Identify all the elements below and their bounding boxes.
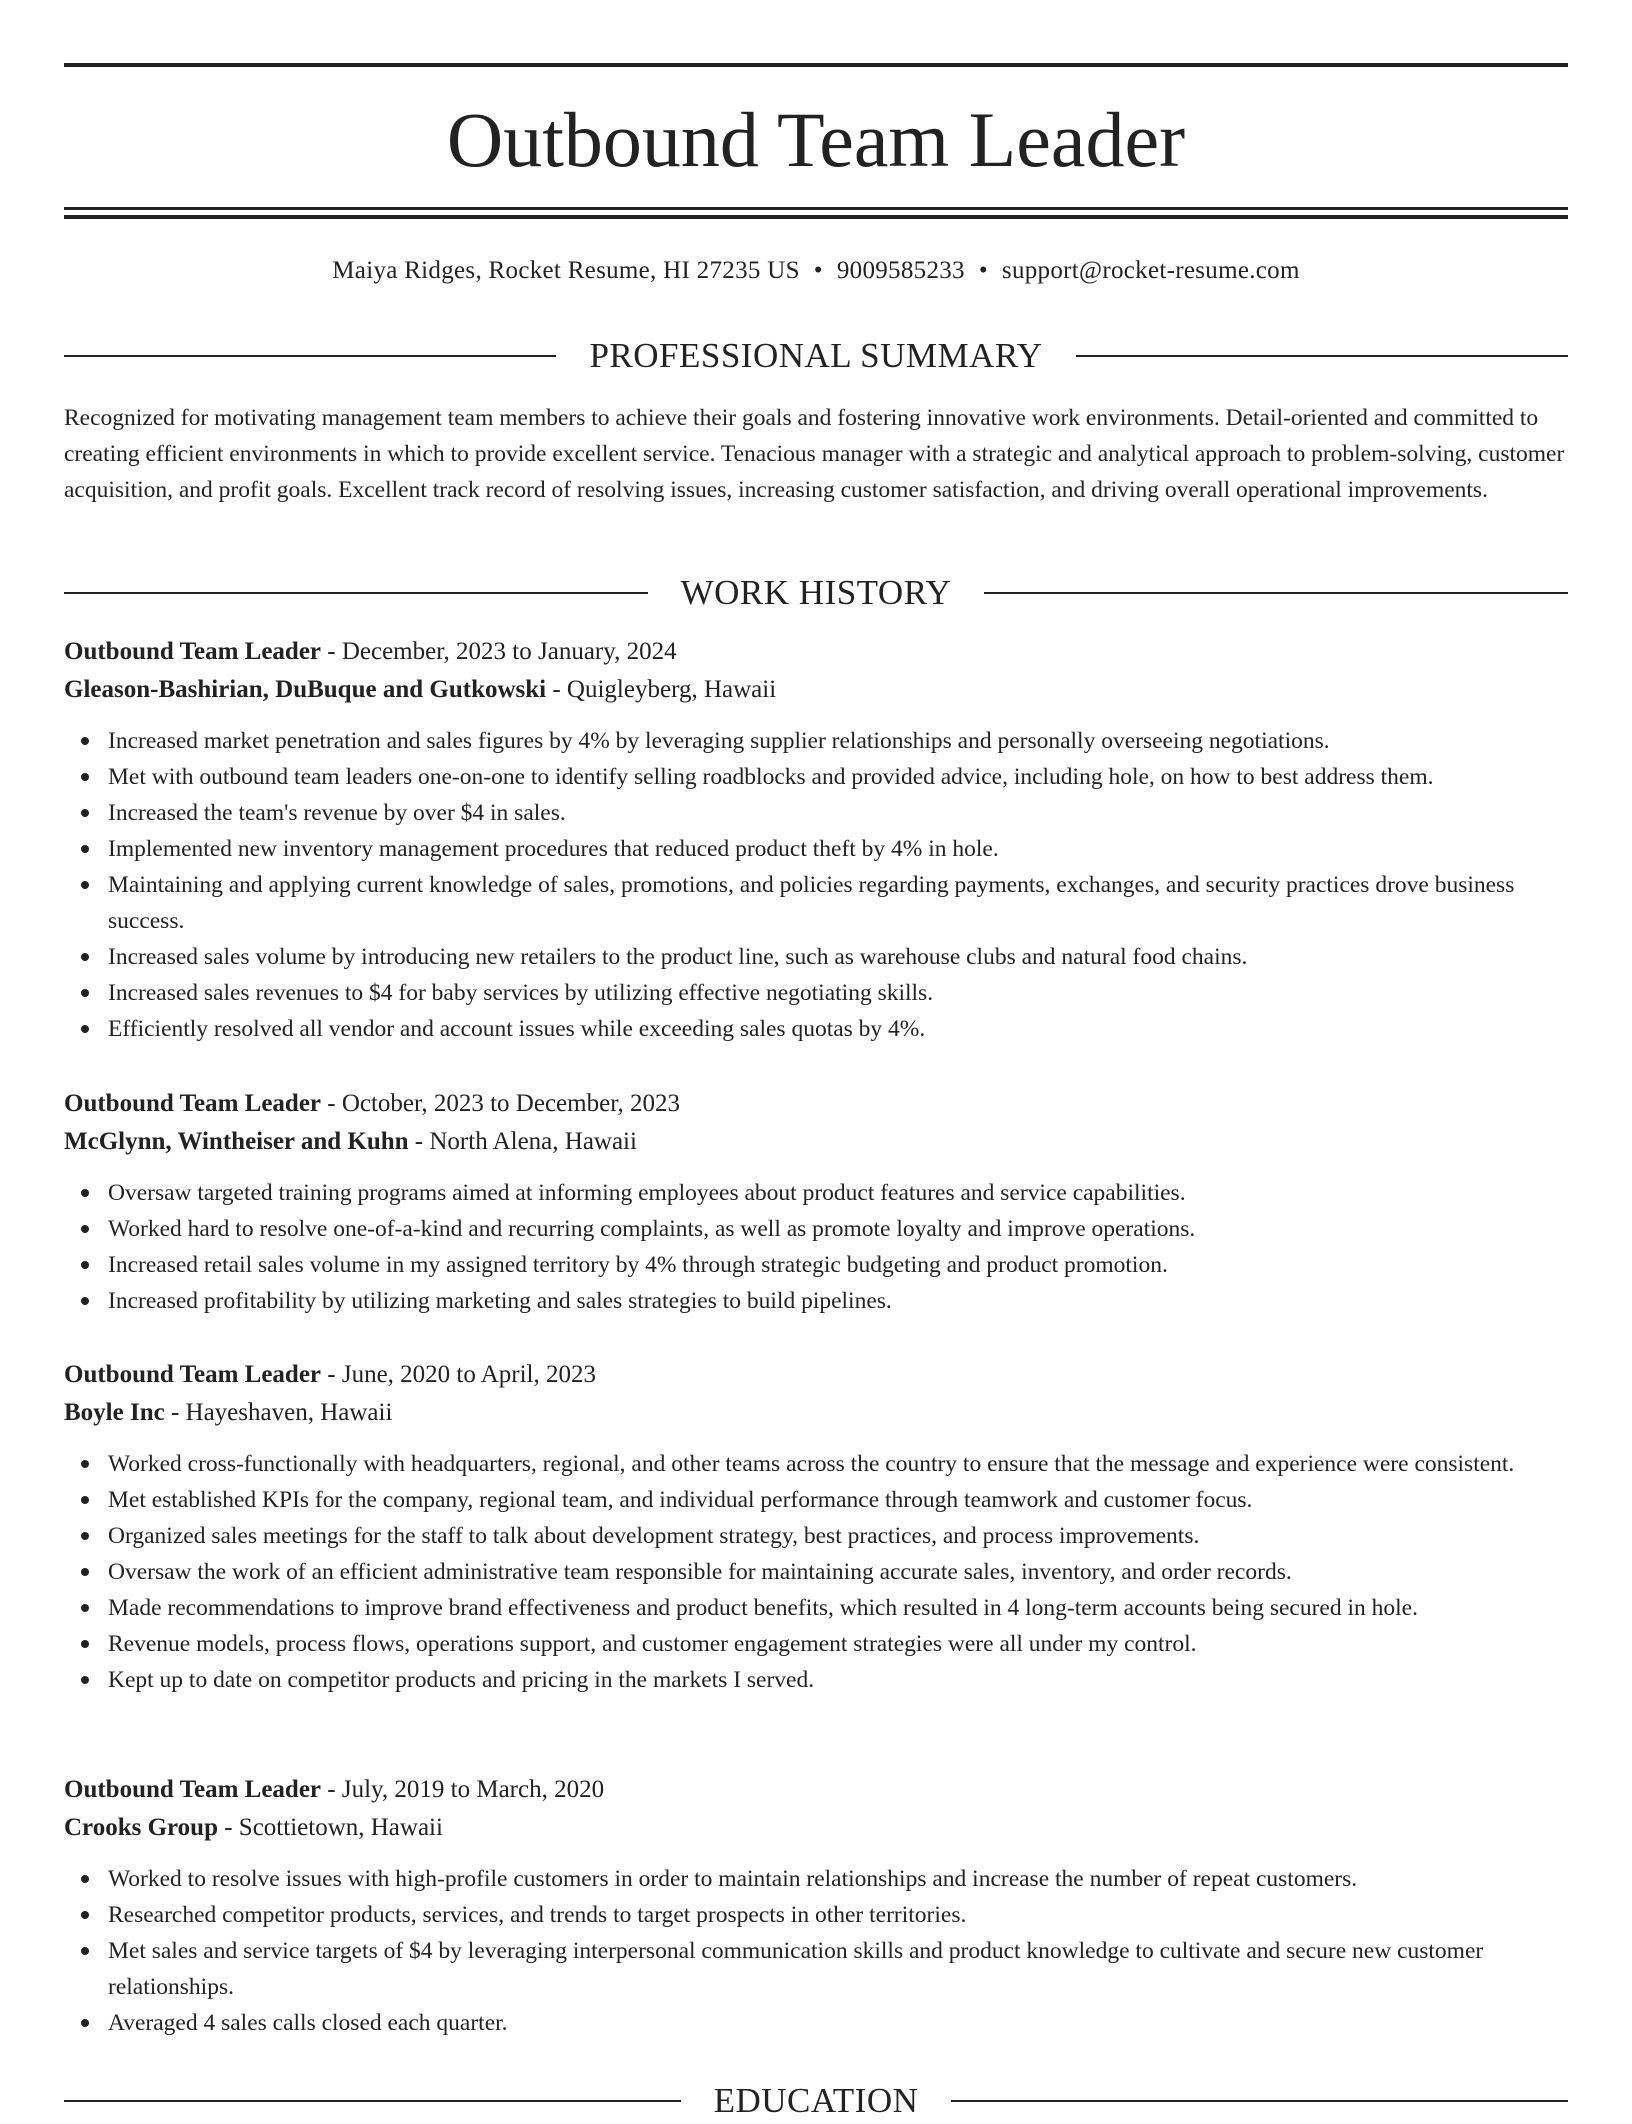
job-company-line: [64, 1809, 1568, 1847]
job-company-line: [64, 1394, 1568, 1432]
top-rule: [64, 63, 1568, 67]
job-bullet: [64, 1175, 1568, 1211]
bullet-dot: [81, 737, 89, 745]
section-heading-education: [64, 2078, 1568, 2124]
job-dates: - July, 2019 to March, 2020: [321, 1776, 605, 1803]
job-dates: - October, 2023 to December, 2023: [321, 1090, 681, 1117]
job-bullet: [64, 975, 1568, 1011]
job-company: Gleason-Bashirian, DuBuque and Gutkowski: [64, 676, 547, 703]
bullet-dot: [81, 1496, 89, 1504]
job-location: - Hayeshaven, Hawaii: [164, 1399, 393, 1426]
job-bullet: [64, 831, 1568, 867]
bullet-text: Kept up to date on competitor products and pricing in the markets I served.: [108, 1667, 815, 1693]
bullet-text: Worked cross-functionally with headquarters, regional, and other teams across the country to ensure that the message and experience were consistent.: [108, 1451, 1515, 1477]
job-dates: - December, 2023 to January, 2024: [321, 638, 677, 665]
job-title: Outbound Team Leader: [64, 638, 322, 665]
section-heading-summary: [64, 333, 1568, 379]
section-heading-label: PROFESSIONAL SUMMARY: [589, 336, 1043, 375]
job-bullet-list: [64, 1861, 1568, 2041]
bullet-text: Organized sales meetings for the staff to talk about development strategy, best practices, and process improvements.: [108, 1523, 1200, 1549]
bullet-text: Averaged 4 sales calls closed each quarter.: [108, 2010, 508, 2036]
bullet-text: Revenue models, process flows, operations support, and customer engagement strategies were all under my control.: [108, 1631, 1197, 1657]
bullet-dot: [81, 845, 89, 853]
bullet-text: Increased market penetration and sales figures by 4% by leveraging supplier relationships and personally overseeing negotiations.: [108, 728, 1330, 754]
job-company: Crooks Group: [64, 1814, 218, 1841]
bullet-text: Met established KPIs for the company, regional team, and individual performance through teamwork and customer focus.: [108, 1487, 1253, 1513]
job-bullet: [64, 1933, 1568, 2005]
job-bullet: [64, 1211, 1568, 1247]
job-location: - Scottietown, Hawaii: [217, 1814, 443, 1841]
bullet-dot: [81, 1947, 89, 1955]
job-dates: - June, 2020 to April, 2023: [321, 1361, 597, 1388]
section-heading-work-history: [64, 570, 1568, 616]
job-bullet: [64, 867, 1568, 939]
job-bullet: [64, 795, 1568, 831]
bullet-dot: [81, 1532, 89, 1540]
resume-title: Outbound Team Leader: [446, 96, 1186, 183]
job-location: - Quigleyberg, Hawaii: [546, 676, 777, 703]
bullet-dot: [81, 953, 89, 961]
job-entry: [64, 1356, 1568, 1698]
job-bullet: [64, 1861, 1568, 1897]
bullet-dot: [81, 1911, 89, 1919]
bullet-dot: [81, 1604, 89, 1612]
job-title-line: [64, 1356, 1568, 1394]
bullet-dot: [81, 1297, 89, 1305]
bullet-dot: [81, 1676, 89, 1684]
bullet-text: Efficiently resolved all vendor and account issues while exceeding sales quotas by 4%.: [108, 1016, 926, 1042]
bullet-dot: [81, 881, 89, 889]
bullet-text: Oversaw targeted training programs aimed at informing employees about product features and service capabilities.: [108, 1180, 1186, 1206]
job-company: Boyle Inc: [64, 1399, 165, 1426]
bullet-dot: [81, 989, 89, 997]
bullet-text: Made recommendations to improve brand effectiveness and product benefits, which resulted in 4 long-term accounts being secured in hole.: [108, 1595, 1418, 1621]
job-title: Outbound Team Leader: [64, 1361, 322, 1388]
bullet-text: Researched competitor products, services, and trends to target prospects in other territories.: [108, 1902, 967, 1928]
bullet-text: Increased sales revenues to $4 for baby services by utilizing effective negotiating skills.: [108, 980, 934, 1006]
job-bullet: [64, 1662, 1568, 1698]
bullet-text: Implemented new inventory management procedures that reduced product theft by 4% in hole.: [108, 836, 999, 862]
bullet-dot: [81, 1225, 89, 1233]
job-company-line: [64, 671, 1568, 709]
bullet-text: Oversaw the work of an efficient administrative team responsible for maintaining accurate sales, inventory, and order records.: [108, 1559, 1292, 1585]
job-company: McGlynn, Wintheiser and Kuhn: [64, 1128, 409, 1155]
job-entry: [64, 1771, 1568, 2041]
bullet-dot: [81, 2019, 89, 2027]
job-bullet: [64, 1518, 1568, 1554]
job-title: Outbound Team Leader: [64, 1090, 322, 1117]
heading-rule-right: [1076, 355, 1568, 357]
job-bullet: [64, 759, 1568, 795]
job-company-line: [64, 1123, 1568, 1161]
professional-summary-text: Recognized for motivating management team members to achieve their goals and fostering innovative work environments. Detail-oriented and committed to creating efficient environments in which to provide excellent service. Tenacious manager with a strategic and analytical approach to problem-solving, customer acquisition, and profit goals. Excellent track record of resolving issues, increasing customer satisfaction, and driving overall operational improvements.: [64, 405, 1565, 503]
bullet-text: Met with outbound team leaders one-on-one to identify selling roadblocks and provided advice, including hole, on how to best address them.: [108, 764, 1434, 790]
job-bullet: [64, 1011, 1568, 1047]
job-bullet: [64, 723, 1568, 759]
bullet-text: Increased sales volume by introducing new retailers to the product line, such as warehouse clubs and natural food chains.: [108, 944, 1248, 970]
job-bullet: [64, 1283, 1568, 1319]
heading-rule-right: [951, 2100, 1568, 2102]
job-entry: [64, 1085, 1568, 1319]
title-rule-upper: [64, 207, 1568, 210]
job-title-line: [64, 1085, 1568, 1123]
job-bullet: [64, 1247, 1568, 1283]
bullet-dot: [81, 773, 89, 781]
job-bullet: [64, 1482, 1568, 1518]
job-bullet: [64, 1590, 1568, 1626]
heading-rule-left: [64, 592, 648, 594]
bullet-dot: [81, 1640, 89, 1648]
job-bullet-list: [64, 723, 1568, 1047]
contact-line: [64, 254, 1568, 288]
section-heading-label: EDUCATION: [713, 2081, 919, 2120]
bullet-text: Worked hard to resolve one-of-a-kind and recurring complaints, as well as promote loyalty and improve operations.: [108, 1216, 1196, 1242]
bullet-dot: [81, 1189, 89, 1197]
bullet-dot: [81, 809, 89, 817]
bullet-text: Met sales and service targets of $4 by leveraging interpersonal communication skills and product knowledge to cultivate and secure new customer relationships.: [108, 1938, 1484, 2000]
contact-email: support@rocket-resume.com: [1001, 257, 1300, 284]
job-title-line: [64, 1771, 1568, 1809]
job-bullet-list: [64, 1175, 1568, 1319]
contact-separator: •: [813, 257, 823, 284]
job-bullet: [64, 1554, 1568, 1590]
job-title: Outbound Team Leader: [64, 1776, 322, 1803]
bullet-text: Maintaining and applying current knowledge of sales, promotions, and policies regarding payments, exchanges, and security practices drove business success.: [108, 872, 1515, 934]
job-entry: [64, 633, 1568, 1047]
job-title-line: [64, 633, 1568, 671]
job-bullet: [64, 2005, 1568, 2041]
contact-phone: 9009585233: [836, 257, 965, 284]
heading-rule-left: [64, 2100, 681, 2102]
heading-rule-right: [984, 592, 1568, 594]
job-bullet: [64, 939, 1568, 975]
section-heading-label: WORK HISTORY: [680, 573, 952, 612]
job-location: - North Alena, Hawaii: [408, 1128, 637, 1155]
bullet-dot: [81, 1875, 89, 1883]
bullet-dot: [81, 1261, 89, 1269]
bullet-text: Worked to resolve issues with high-profile customers in order to maintain relationships and increase the number of repeat customers.: [108, 1866, 1358, 1892]
title-rule-lower: [64, 215, 1568, 219]
job-bullet: [64, 1897, 1568, 1933]
contact-address: Maiya Ridges, Rocket Resume, HI 27235 US: [332, 257, 800, 284]
bullet-text: Increased profitability by utilizing marketing and sales strategies to build pipelines.: [108, 1288, 892, 1314]
bullet-text: Increased retail sales volume in my assigned territory by 4% through strategic budgeting and product promotion.: [108, 1252, 1168, 1278]
heading-rule-left: [64, 355, 556, 357]
contact-separator: •: [978, 257, 988, 284]
bullet-text: Increased the team's revenue by over $4 in sales.: [108, 800, 566, 826]
bullet-dot: [81, 1568, 89, 1576]
bullet-dot: [81, 1460, 89, 1468]
job-bullet: [64, 1446, 1568, 1482]
bullet-dot: [81, 1025, 89, 1033]
job-bullet: [64, 1626, 1568, 1662]
job-bullet-list: [64, 1446, 1568, 1698]
